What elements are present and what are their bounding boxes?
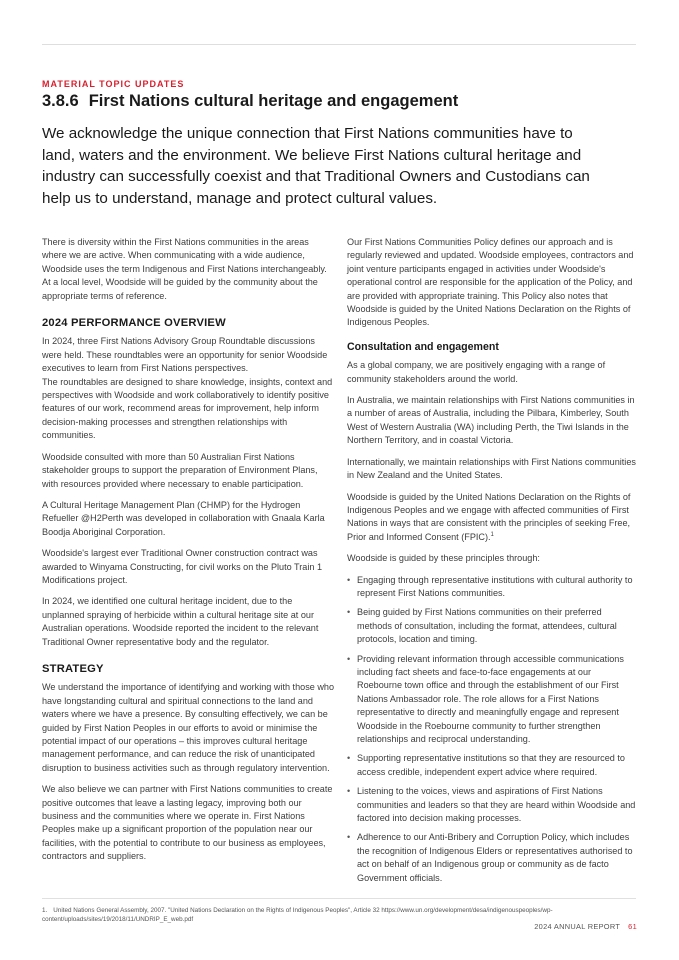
consultation-p3: Internationally, we maintain relationships with First Nations communities in New Zealand and the United States.	[347, 456, 636, 481]
list-item: • Supporting representative institutions so that they are resourced to access credible, independent expert advice where required.	[347, 752, 637, 779]
performance-p1b: The roundtables are designed to share knowledge, insights, context and perspectives with Woodside and work collaboratively to identify positive features of our work, recommend areas for improvement, help inform decision-making processes and strengthen relationships with communities.	[42, 376, 333, 441]
report-name: 2024 ANNUAL REPORT	[534, 922, 621, 931]
principles-list	[347, 574, 637, 886]
list-item: • Providing relevant information through accessible communications including fact sheets and face-to-face engagements at our Roebourne town office and through the establishment of our First Nations Ambassador role. The role allows for a First Nations representative to directly and meaningfully engage and represent Woodside in the Roebourne community to further strengthen relationships and reciprocal understanding.	[347, 653, 637, 747]
consultation-p4-text: Woodside is guided by the United Nations Declaration on the Rights of Indigenous Peoples and we engage with affected communities of First Nations in ways that are consistent with the principles of seeking Free, Prior and Informed Consent (FPIC).	[347, 491, 631, 542]
page-footer	[534, 922, 637, 931]
consultation-heading: Consultation and engagement	[347, 340, 499, 353]
strategy-p2: We also believe we can partner with First Nations communities to create positive outcomes that leave a lasting legacy, improving both our business and the communities where we operate in. First Nations Peoples make up a significant proportion of the population near our facilities, with the potential to contribute to our business as employees, contractors and suppliers.	[42, 784, 333, 862]
lead-statement: We acknowledge the unique connection that First Nations communities have to land, waters and the environment. We believe First Nations cultural heritage and industry can successfully coexist and that Traditional Owners and Custodians can help us to understand, manage and protect cultural values.	[42, 125, 590, 207]
performance-paragraph	[42, 335, 334, 442]
page-number: 61	[628, 922, 637, 931]
list-item: • Engaging through representative institutions with cultural authority to represent First Nations communities.	[347, 574, 637, 601]
left-column	[42, 236, 334, 872]
footnote-rule	[42, 898, 636, 899]
intro-paragraph: There is diversity within the First Nations communities in the areas where we are active. When communicating with a wide audience, Woodside uses the term Indigenous and First Nations interchangeably. At a local level, Woodside will be guided by the community about the appropriate terms of reference.	[42, 237, 327, 301]
performance-p4: Woodside's largest ever Traditional Owner construction contract was awarded to Winyama Constructing, for civil works on the Pluto Train 1 Modifications project.	[42, 548, 323, 585]
page-title	[42, 92, 458, 111]
performance-heading: 2024 PERFORMANCE OVERVIEW	[42, 317, 226, 330]
performance-p3: A Cultural Heritage Management Plan (CHMP) for the Hydrogen Refueller @H2Perth was developed in collaboration with Gnaala Karla Boodja Aboriginal Corporation.	[42, 499, 325, 537]
performance-p1: In 2024, three First Nations Advisory Group Roundtable discussions were held. These roundtables were an opportunity for senior Woodside executives to learn from First Nations perspectives.	[42, 336, 328, 374]
top-rule	[42, 44, 636, 45]
consultation-p2: In Australia, we maintain relationships with First Nations communities in a number of areas of Australia, including the Pilbara, Kimberley, South West of Western Australia (WA) including Perth, the Tiwi Islands in the Northern Territory, and in coastal Victoria.	[347, 395, 635, 446]
policy-paragraph: Our First Nations Communities Policy defines our approach and is regularly reviewed and updated. Woodside employees, contractors and joint venture participants engaged in activities under Woodside's operational control are responsible for the application of the Policy, and are provided with appropriate training. This Policy also notes that Woodside is guided by the United Nations Declaration on the Rights of Indigenous Peoples.	[347, 237, 634, 328]
consultation-p1: As a global company, we are positively engaging with a range of community stakeholders around the world.	[347, 360, 606, 384]
footnote-number: 1.	[42, 907, 48, 914]
list-item: • Being guided by First Nations communities on their preferred methods of consultation, including the format, attendees, cultural protocols, location and timing.	[347, 606, 637, 646]
performance-p5: In 2024, we identified one cultural heritage incident, due to the unplanned spraying of herbicide within a cultural heritage site at our Australian operations. Woodside reported the incident to the relevant Traditional Owner representative body and the regulator.	[42, 596, 319, 647]
title-text: First Nations cultural heritage and engagement	[88, 92, 459, 110]
right-column	[347, 236, 637, 891]
strategy-heading: STRATEGY	[42, 662, 104, 675]
section-label: MATERIAL TOPIC UPDATES	[42, 79, 185, 89]
footnote-text: United Nations General Assembly, 2007. "United Nations Declaration on the Rights of Indigenous Peoples", Article 32 https://www.un.org/development/desa/indigenouspeoples/wp-content/uploads/sites/19/2018/11/UNDRIP_E_web.pdf	[42, 907, 553, 923]
list-item: • Adherence to our Anti-Bribery and Corruption Policy, which includes the recognition of Indigenous Elders or representatives authorised to act on behalf of an Indigenous group or community as de facto Government officials.	[347, 831, 637, 885]
consultation-p4	[347, 491, 637, 545]
list-item: • Listening to the voices, views and aspirations of First Nations communities and leaders so that they are heard within Woodside and factored into decision making processes.	[347, 785, 637, 825]
strategy-p1: We understand the importance of identifying and working with those who have longstanding cultural and spiritual connections to the land and waters where we have a presence. By consulting effectively, we can be guided by First Nation Peoples in our efforts to avoid or minimise the potential impact of our operations – this improves cultural heritage management performance, and can reduce the risk of unanticipated disruption to business activities such as through regulatory intervention.	[42, 682, 335, 773]
performance-p2: Woodside consulted with more than 50 Australian First Nations stakeholder groups to support the preparation of Environment Plans, with resources provided where necessary to enable participation.	[42, 451, 318, 489]
principles-intro: Woodside is guided by these principles through:	[347, 553, 540, 564]
footnote-ref: 1	[490, 531, 494, 538]
title-number: 3.8.6	[42, 92, 79, 110]
